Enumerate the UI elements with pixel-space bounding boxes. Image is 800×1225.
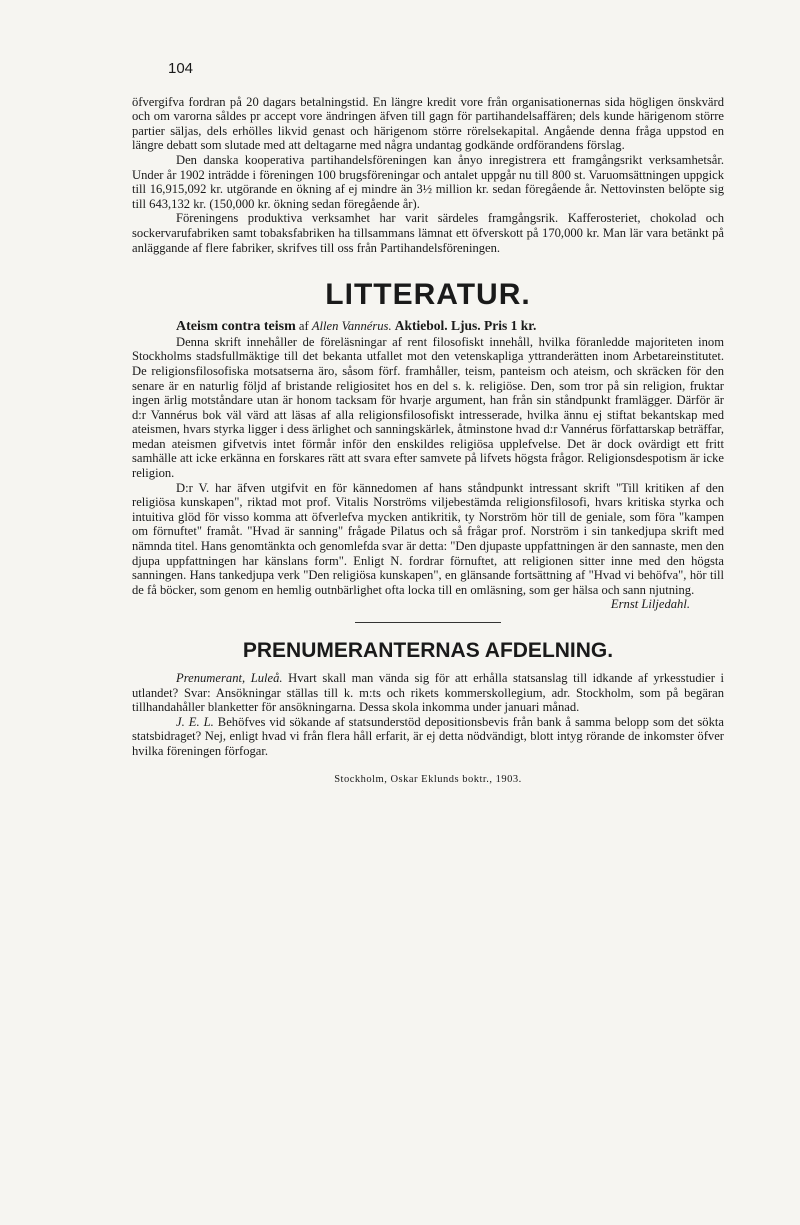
review-signature: Ernst Liljedahl. xyxy=(610,597,690,612)
intro-paragraph-3: Föreningens produktiva verksamhet har varit särdeles framgångsrik. Kafferosteriet, chokolad och sockervarufabriken samt tobaksfabriken ha tillsammans lämnat ett öfverskott på 170,000 kr. Man lär vara betänkt på anläggande af flere fabriker, skrifves till oss från Partihandelsföreningen. xyxy=(132,211,724,255)
intro-paragraph-1: öfvergifva fordran på 20 dagars betalningstid. En längre kredit vore från organisationernas sida högligen önskvärd och om varorna såldes pr accept vore ändringen äfven till gagn för partihandelsaffären; dels kunde härigenom större partier säljas, dels erhölles likvid genast och härigenom större rörelsekapital. Angående denna fråga uppstod en längre debatt som slutade med att deltagarne med några undantag godkände ordförandens förslag. xyxy=(132,94,724,153)
intro-section xyxy=(132,95,724,256)
review-paragraph-2: D:r V. har äfven utgifvit en för kännedomen af hans ståndpunkt intressant skrift "Till kritiken af den religiösa kunskapen", riktad mot prof. Vitalis Norströms viljebestämda religionsfilosofi, hvars kritiska styrka och intuitiva glöd för visso komma att öfverlefva mycken antikritik, ty Norström hör till de geniale, som föra "kampen om förnuftet" framåt. "Hvad är sanning" frågade Pilatus och så frågar prof. Norström i sin tankedjupa skrift med nämnda titel. Hans genomtänkta och genomlefda svar är detta: "Den djupaste uppfattningen är den sannaste, men den djupa uppfattningen har känslans form". Enligt N. fordrar förnuftet, att religionen sitter inne med den högsta sanningen. Hans tankedjupa verk "Den religiösa kunskapen", en glänsande fortsättning af "Hvad vi behöfva", hör till de få böcker, som genom en hemlig outnbärlighet ofta locka till en omläsning, som ger hälsa och sann njutning. xyxy=(132,480,724,597)
review-paragraph-1: Denna skrift innehåller de föreläsningar af rent filosofiskt innehåll, hvilka föranledde majoriteten inom Stockholms stadsfullmäktige till det bekanta utfallet mot den vetenskapliga yttranderätten inom Arbetareinstitutet. De religionsfilosofiska motsatserna äro, såsom förf. framhåller, teism, panteism och ateism, och skräcken för den senare är en naturlig följd af bristande religiositet hos en del s. k. religiöse. Den, som tror på sin religion, fruktar ingen ärlig motståndare utan är honom tacksam för hvarje argument, han från sin ståndpunkt framlägger. Därför är d:r Vannérus bok väl värd att läsas af alla religionsfilosofiskt intresserade, hvilka ännu ej stiftat bekantskap med ateismen, hvars styrka ligger i dess ärlighet och sanningskärlek, åtminstone hvad d:r Vannérus författarskap beträffar, medan ateismen gifvetvis intet förmår inför den enskildes religiösa upplefvelse. Det är dock ovärdigt ett fritt samhälle att icke erkänna en forskares rätt att svara efter samvete på lifvets högsta frågor. Religionsdespotism är icke religion. xyxy=(132,334,724,481)
book-author: Allen Vannérus. xyxy=(311,319,392,334)
section-divider xyxy=(355,622,501,623)
prenumeranter-heading: PRENUMERANTERNAS AFDELNING. xyxy=(242,639,614,662)
prenumeranter-section xyxy=(132,639,724,759)
book-title: Ateism contra teism xyxy=(176,319,296,335)
review-paragraph-2-wrap xyxy=(132,481,724,612)
qa-text-1: Hvart skall man vända sig för att erhålla statsanslag till idkande af yrkesstudier i utlandet? Svar: Ansökningar ställas till k. m:ts och rikets kommerskollegium, adr. Stockholm, som på begäran tillhandahåller blanketter för ansökningarna. Dessa skola inkomma under januari månad. xyxy=(132,671,724,715)
book-by: af xyxy=(298,319,309,334)
page-content xyxy=(132,62,724,787)
book-entry xyxy=(132,319,724,335)
litteratur-section xyxy=(132,279,724,623)
qa-asker-1: Prenumerant, Luleå. xyxy=(176,671,283,685)
intro-paragraph-2: Den danska kooperativa partihandelsföreningen kan ånyo inregistrera ett framgångsrikt verksamhetsår. Under år 1902 inträdde i föreningen 100 brugsföreningar och antalet uppgår nu till 800 st. Varuomsättningen uppgick till 16,915,092 kr. utgörande en ökning af ej mindre än 3½ million kr. sedan föregående år. Nettovinsten belöpte sig till 643,132 kr. (150,000 kr. ökning sedan föregående år). xyxy=(132,152,724,211)
qa-item-2 xyxy=(132,715,724,759)
qa-asker-2: J. E. L. xyxy=(176,714,214,729)
page-number: 104 xyxy=(168,60,194,77)
qa-item-1 xyxy=(132,671,724,715)
book-publisher-price: Aktiebol. Ljus. Pris 1 kr. xyxy=(394,318,537,334)
qa-text-2: Behöfves vid sökande af statsunderstöd depositionsbevis från bank å samma belopp som det sökta statsbidraget? Nej, enligt hvad vi från flera håll erfarit, är ej detta nödvändigt, blott intyg rörande de inkomster öfver hvilka föreningen förfogar. xyxy=(132,714,724,758)
litteratur-heading: LITTERATUR. xyxy=(325,278,531,312)
printer-imprint: Stockholm, Oskar Eklunds boktr., 1903. xyxy=(334,773,522,785)
